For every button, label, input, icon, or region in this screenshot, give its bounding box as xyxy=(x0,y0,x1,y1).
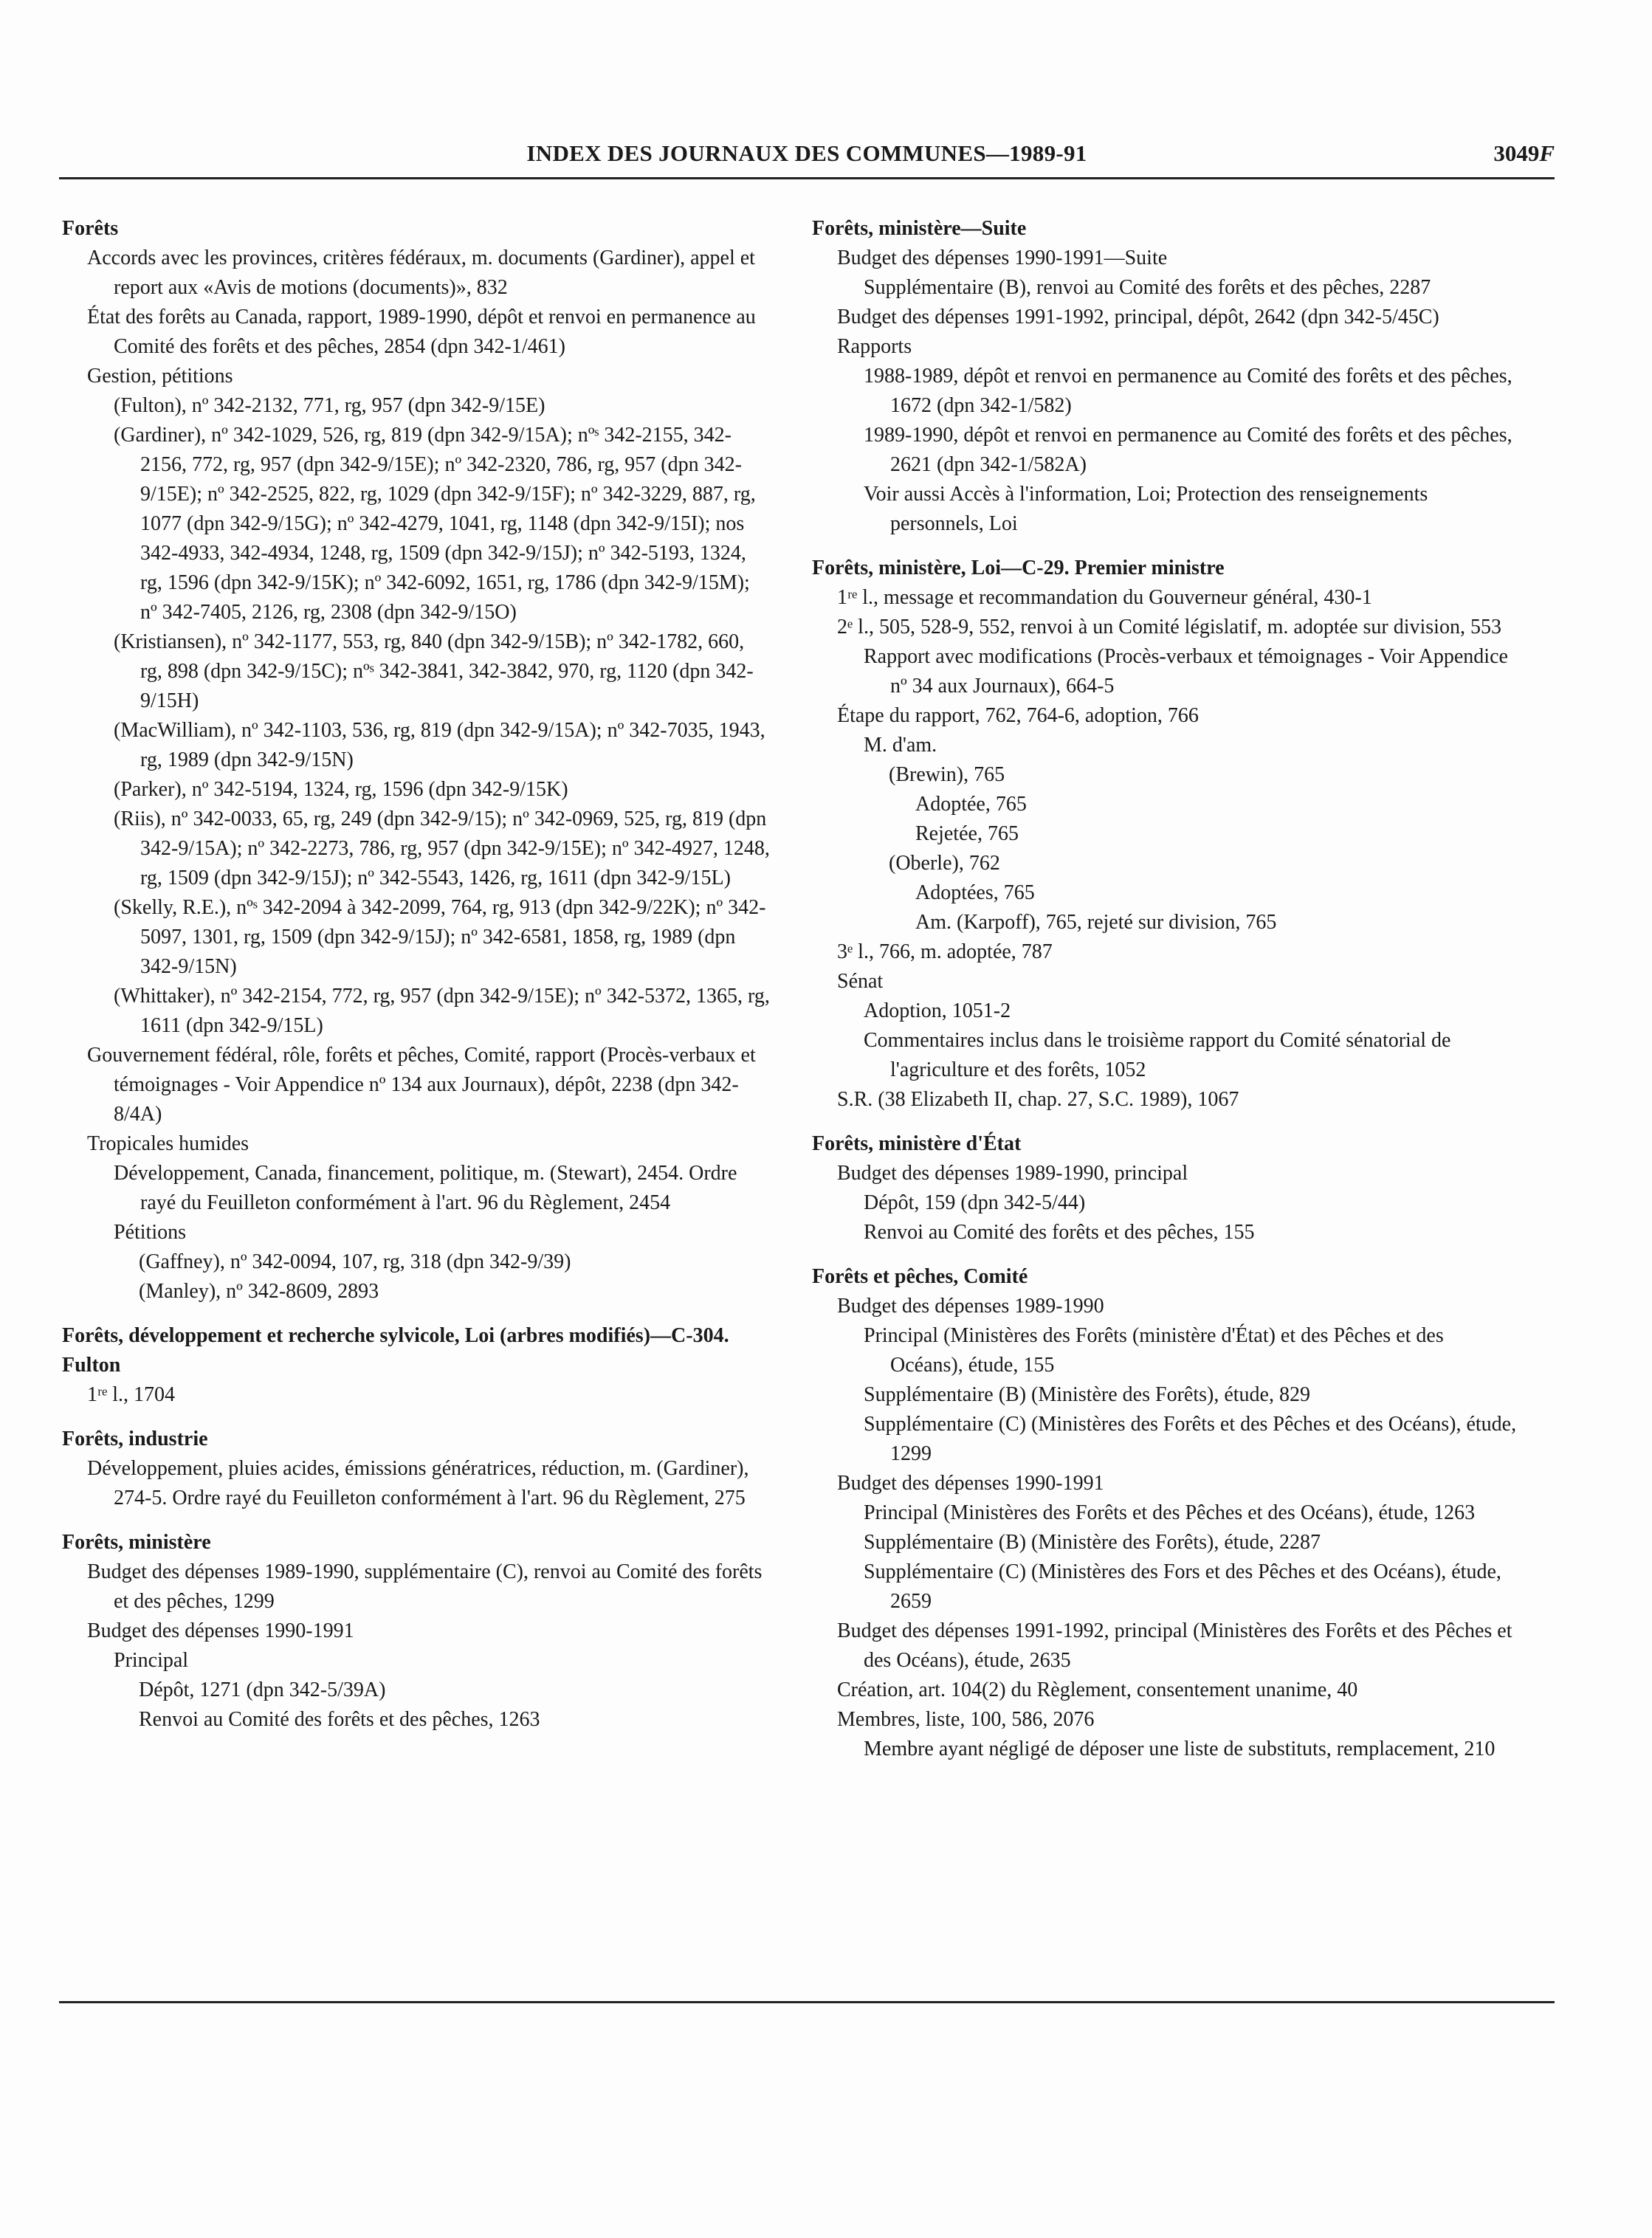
index-entry: Budget des dépenses 1990-1991 xyxy=(837,1472,1104,1495)
index-entry: Budget des dépenses 1989-1990, principal xyxy=(837,1162,1188,1185)
index-entry: Tropicales humides xyxy=(87,1132,249,1155)
index-heading: Forêts, ministère d'État xyxy=(812,1132,1022,1155)
index-entry: (Riis), nº 342-0033, 65, rg, 249 (dpn 342-9/15); nº 342-0969, 525, rg, 819 (dpn 342-9/15A); nº 342-2273, 786, rg, 957 (dpn 342-9/15E); nº 342-4927, 1248, rg, 1509 (dpn 342-9/15J); nº 342-5543, 1426, rg, 1611 (dpn 342-9/15L) xyxy=(114,808,770,889)
index-entry: Budget des dépenses 1990-1991—Suite xyxy=(837,247,1168,269)
index-entry: Renvoi au Comité des forêts et des pêches, 1263 xyxy=(139,1708,540,1731)
index-entry: Pétitions xyxy=(114,1221,187,1244)
index-heading: Forêts, ministère—Suite xyxy=(812,217,1027,240)
index-entry: Gestion, pétitions xyxy=(87,365,233,388)
index-entry: Étape du rapport, 762, 764-6, adoption, 766 xyxy=(837,704,1199,727)
index-entry: (Gardiner), nº 342-1029, 526, rg, 819 (dpn 342-9/15A); nºˢ 342-2155, 342-2156, 772, rg, 957 (dpn 342-9/15E); nº 342-2320, 786, rg, 957 (dpn 342-9/15E); nº 342-2525, 822, rg, 1029 (dpn 342-9/15F); nº 342-3229, 887, rg, 1077 (dpn 342-9/15G); nº 342-4279, 1041, rg, 1148 (dpn 342-9/15I); nos 342-4933, 342-4934, 1248, rg, 1509 (dpn 342-9/15J); nº 342-5193, 1324, rg, 1596 (dpn 342-9/15K); nº 342-6092, 1651, rg, 1786 (dpn 342-9/15M); nº 342-7405, 2126, rg, 2308 (dpn 342-9/15O) xyxy=(114,424,756,624)
index-entry: Renvoi au Comité des forêts et des pêches, 155 xyxy=(864,1221,1255,1244)
index-entry: Dépôt, 1271 (dpn 342-5/39A) xyxy=(139,1678,386,1701)
index-entry: Création, art. 104(2) du Règlement, consentement unanime, 40 xyxy=(837,1678,1358,1701)
index-entry: 1ʳᵉ l., 1704 xyxy=(87,1383,176,1406)
index-entry: 1ʳᵉ l., message et recommandation du Gouverneur général, 430-1 xyxy=(837,586,1372,609)
index-entry: Adoptées, 765 xyxy=(915,881,1035,904)
index-entry: 1988-1989, dépôt et renvoi en permanence au Comité des forêts et des pêches, 1672 (dpn 342-1/582) xyxy=(864,365,1512,417)
index-entry: Budget des dépenses 1989-1990, supplémentaire (C), renvoi au Comité des forêts et des pêches, 1299 xyxy=(87,1560,763,1613)
index-entry: S.R. (38 Elizabeth II, chap. 27, S.C. 1989), 1067 xyxy=(837,1088,1239,1111)
index-heading: Forêts, développement et recherche sylvicole, Loi (arbres modifiés)—C-304. Fulton xyxy=(62,1324,729,1377)
index-heading: Forêts, ministère, Loi—C-29. Premier ministre xyxy=(812,557,1225,579)
index-entry: Adoption, 1051-2 xyxy=(864,999,1011,1022)
index-entry: (Whittaker), nº 342-2154, 772, rg, 957 (dpn 342-9/15E); nº 342-5372, 1365, rg, 1611 (dpn 342-9/15L) xyxy=(114,985,770,1037)
index-entry: Budget des dépenses 1990-1991 xyxy=(87,1619,354,1642)
page-number-digits: 3049 xyxy=(1493,140,1540,166)
index-entry: Supplémentaire (C) (Ministères des Forêts et des Pêches et des Océans), étude, 1299 xyxy=(864,1413,1517,1465)
index-entry: (Manley), nº 342-8609, 2893 xyxy=(139,1280,379,1303)
index-entry: 1989-1990, dépôt et renvoi en permanence au Comité des forêts et des pêches, 2621 (dpn 342-1/582A) xyxy=(864,424,1512,476)
index-entry: (Kristiansen), nº 342-1177, 553, rg, 840 (dpn 342-9/15B); nº 342-1782, 660, rg, 898 (dpn 342-9/15C); nºˢ 342-3841, 342-3842, 970, rg, 1120 (dpn 342-9/15H) xyxy=(114,630,754,712)
index-entry: (MacWilliam), nº 342-1103, 536, rg, 819 (dpn 342-9/15A); nº 342-7035, 1943, rg, 1989 (dpn 342-9/15N) xyxy=(114,719,765,771)
index-entry: Gouvernement fédéral, rôle, forêts et pêches, Comité, rapport (Procès-verbaux et témoignages - Voir Appendice nº 134 aux Journaux), dépôt, 2238 (dpn 342-8/4A) xyxy=(87,1044,756,1126)
index-entry: Am. (Karpoff), 765, rejeté sur division, 765 xyxy=(915,911,1277,934)
index-entry: Dépôt, 159 (dpn 342-5/44) xyxy=(864,1191,1086,1214)
index-entry: Accords avec les provinces, critères fédéraux, m. documents (Gardiner), appel et report aux «Avis de motions (documents)», 832 xyxy=(87,247,755,299)
index-entry: Budget des dépenses 1991-1992, principal (Ministères des Forêts et des Pêches et des Océans), étude, 2635 xyxy=(837,1619,1512,1672)
index-entry: Membres, liste, 100, 586, 2076 xyxy=(837,1708,1095,1731)
index-entry: Budget des dépenses 1991-1992, principal, dépôt, 2642 (dpn 342-5/45C) xyxy=(837,306,1439,328)
index-heading: Forêts xyxy=(62,217,119,240)
index-entry: Développement, pluies acides, émissions génératrices, réduction, m. (Gardiner), 274-5. Ordre rayé du Feuilleton conformément à l'art. 96 du Règlement, 275 xyxy=(87,1457,749,1509)
index-entry: Rapport avec modifications (Procès-verbaux et témoignages - Voir Appendice nº 34 aux Journaux), 664-5 xyxy=(864,645,1508,698)
index-entry: (Skelly, R.E.), nºˢ 342-2094 à 342-2099, 764, rg, 913 (dpn 342-9/22K); nº 342-5097, 1301, rg, 1509 (dpn 342-9/15J); nº 342-6581, 1858, rg, 1989 (dpn 342-9/15N) xyxy=(114,896,766,978)
index-entry: Développement, Canada, financement, politique, m. (Stewart), 2454. Ordre rayé du Feuilleton conformément à l'art. 96 du Règlement, 2454 xyxy=(114,1162,737,1214)
index-entry: (Brewin), 765 xyxy=(889,763,1005,786)
page-number-suffix: F xyxy=(1539,140,1555,166)
index-entry: (Parker), nº 342-5194, 1324, rg, 1596 (dpn 342-9/15K) xyxy=(114,778,568,801)
index-entry: État des forêts au Canada, rapport, 1989-1990, dépôt et renvoi en permanence au Comité des forêts et des pêches, 2854 (dpn 342-1/461) xyxy=(87,306,756,358)
index-entry: Supplémentaire (B), renvoi au Comité des forêts et des pêches, 2287 xyxy=(864,276,1431,299)
index-entry: Adoptée, 765 xyxy=(915,793,1027,816)
index-entry: Principal xyxy=(114,1649,189,1672)
index-heading: Forêts, industrie xyxy=(62,1428,208,1450)
index-entry: (Oberle), 762 xyxy=(889,852,1000,875)
index-entry: (Fulton), nº 342-2132, 771, rg, 957 (dpn 342-9/15E) xyxy=(114,394,545,417)
left-column xyxy=(62,214,771,1735)
page-number xyxy=(1493,140,1555,167)
index-entry: Supplémentaire (B) (Ministère des Forêts), étude, 2287 xyxy=(864,1531,1321,1554)
bottom-rule xyxy=(59,2001,1555,2003)
index-entry: M. d'am. xyxy=(864,734,937,757)
running-header xyxy=(59,130,1555,179)
index-entry: Commentaires inclus dans le troisième rapport du Comité sénatorial de l'agriculture et des forêts, 1052 xyxy=(864,1029,1451,1081)
index-entry: Sénat xyxy=(837,970,884,993)
index-entry: Rejetée, 765 xyxy=(915,822,1019,845)
index-entry: Membre ayant négligé de déposer une liste de substituts, remplacement, 210 xyxy=(864,1738,1496,1760)
index-entry: Budget des dépenses 1989-1990 xyxy=(837,1295,1104,1318)
index-entry: 3ᵉ l., 766, m. adoptée, 787 xyxy=(837,940,1053,963)
index-entry: 2ᵉ l., 505, 528-9, 552, renvoi à un Comité législatif, m. adoptée sur division, 553 xyxy=(837,616,1501,638)
index-entry: Principal (Ministères des Forêts et des Pêches et des Océans), étude, 1263 xyxy=(864,1501,1476,1524)
header-title: INDEX DES JOURNAUX DES COMMUNES—1989-91 xyxy=(526,140,1087,166)
index-entry: Principal (Ministères des Forêts (ministère d'État) et des Pêches et des Océans), étude, 155 xyxy=(864,1324,1444,1377)
index-entry: Rapports xyxy=(837,335,912,358)
index-entry: (Gaffney), nº 342-0094, 107, rg, 318 (dpn 342-9/39) xyxy=(139,1250,571,1273)
index-entry: Voir aussi Accès à l'information, Loi; Protection des renseignements personnels, Loi xyxy=(864,483,1428,535)
index-entry: Supplémentaire (C) (Ministères des Fors et des Pêches et des Océans), étude, 2659 xyxy=(864,1560,1501,1613)
index-heading: Forêts et pêches, Comité xyxy=(812,1265,1028,1288)
index-heading: Forêts, ministère xyxy=(62,1531,211,1554)
index-entry: Supplémentaire (B) (Ministère des Forêts), étude, 829 xyxy=(864,1383,1310,1406)
right-column xyxy=(812,214,1521,1764)
